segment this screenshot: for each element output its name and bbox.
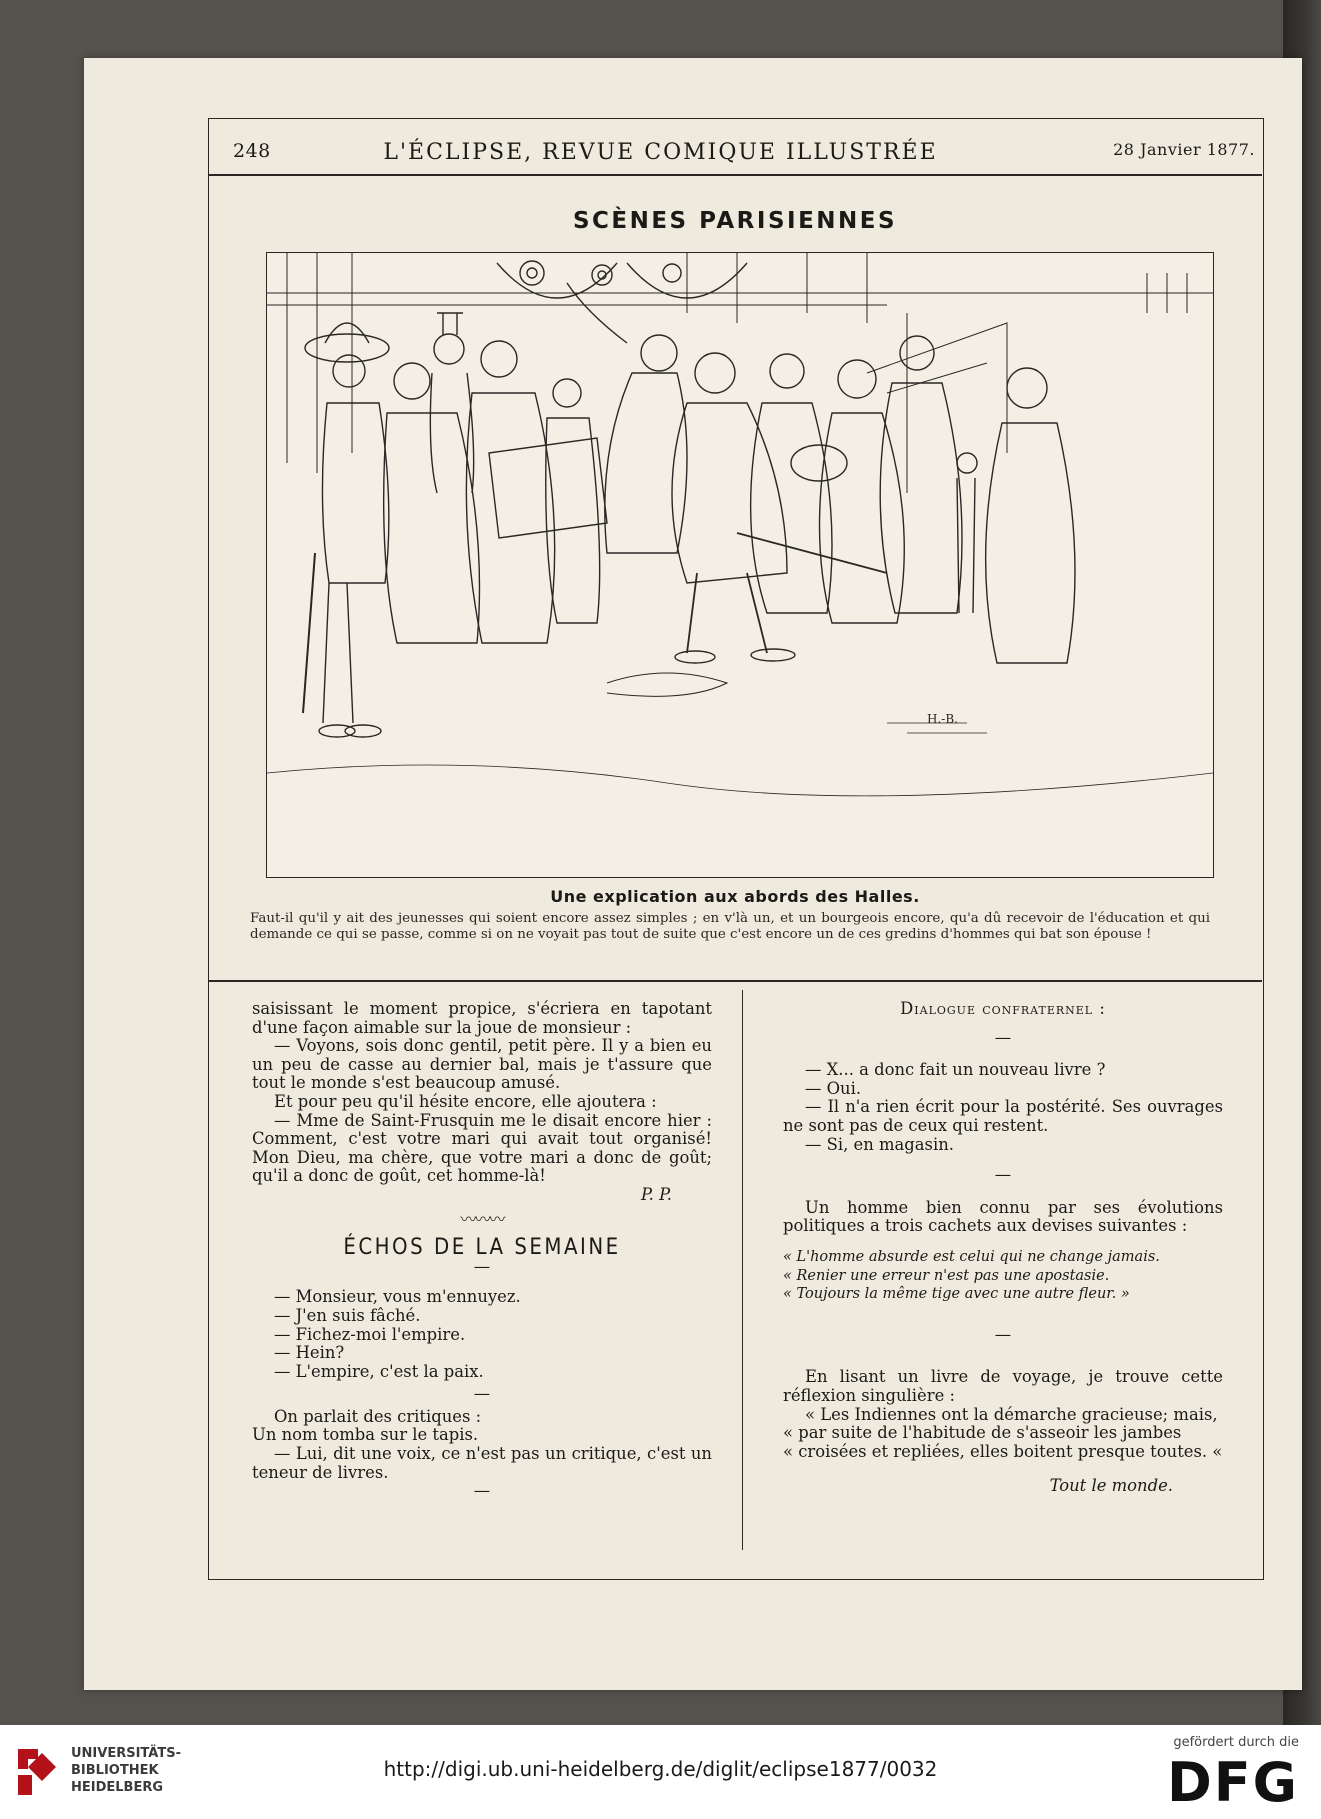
right-column <box>783 1000 1223 1496</box>
footer-bar <box>0 1725 1321 1819</box>
critics-line: — Lui, dit une voix, ce n'est pas un critique, c'est un teneur de livres. <box>252 1444 712 1482</box>
dfg-logo: DFG <box>1166 1751 1299 1814</box>
journal-title: L'ÉCLIPSE, REVUE COMIQUE ILLUSTRÉE <box>383 140 938 165</box>
page-number: 248 <box>233 140 271 162</box>
paragraph: saisissant le moment propice, s'écriera en tapotant d'une façon aimable sur la joue de monsieur : <box>252 999 712 1037</box>
wavy-separator: 〰〰〰 <box>460 1209 504 1229</box>
dialogue-line: — Fichez-moi l'empire. <box>274 1324 466 1344</box>
source-url[interactable]: http://digi.ub.uni-heidelberg.de/diglit/eclipse1877/0032 <box>383 1757 938 1781</box>
header-rule <box>208 174 1262 176</box>
library-name-line: UNIVERSITÄTS- <box>71 1746 181 1761</box>
dash-separator: — <box>473 1481 491 1501</box>
dialogue-line: — Monsieur, vous m'ennuyez. <box>274 1287 521 1307</box>
signature: Tout le monde. <box>1049 1476 1173 1496</box>
dash-separator: — <box>994 1165 1012 1185</box>
motto: « Renier une erreur n'est pas une apostasie. <box>783 1267 1110 1284</box>
critics-line: On parlait des critiques : <box>274 1406 482 1426</box>
market-scene-drawing <box>267 253 1213 877</box>
section-title: SCÈNES PARISIENNES <box>572 208 898 234</box>
critics-line: Un nom tomba sur le tapis. <box>252 1425 479 1445</box>
paragraph: — Voyons, sois donc gentil, petit père. Il y a bien eu un peu de casse au dernier bal, mais je t'assure que tout le monde s'est beaucoup amusé. <box>252 1036 712 1093</box>
quote-line: « par suite de l'habitude de s'asseoir les jambes <box>783 1423 1182 1443</box>
funding-note: gefördert durch die <box>1173 1735 1299 1750</box>
motto: « L'homme absurde est celui qui ne change jamais. <box>783 1248 1160 1265</box>
echos-heading: ÉCHOS DE LA SEMAINE <box>343 1235 621 1261</box>
dialogue-line: — Hein? <box>274 1343 345 1363</box>
dialogue-heading: Dialogue confraternel : <box>900 999 1106 1018</box>
dialogue-line: — Si, en magasin. <box>805 1134 954 1154</box>
dialogue-line: — L'empire, c'est la paix. <box>274 1361 484 1381</box>
dash-separator: — <box>473 1256 491 1276</box>
signature: P. P. <box>640 1184 672 1204</box>
svg-text:H.-B.: H.-B. <box>927 712 958 726</box>
motto: « Toujours la même tige avec une autre fleur. » <box>783 1286 1130 1303</box>
dialogue-line: — Oui. <box>805 1078 862 1098</box>
caption-title: Une explication aux abords des Halles. <box>550 887 920 906</box>
dialogue-line: — X... a donc fait un nouveau livre ? <box>805 1060 1106 1080</box>
dialogue-line: — J'en suis fâché. <box>274 1305 421 1325</box>
dash-separator: — <box>473 1384 491 1404</box>
library-name-line: HEIDELBERG <box>71 1780 164 1795</box>
paragraph: Un homme bien connu par ses évolutions politiques a trois cachets aux devises suivantes : <box>783 1197 1223 1236</box>
library-name-line: BIBLIOTHEK <box>71 1763 159 1778</box>
paragraph: — Mme de Saint-Frusquin me le disait encore hier : Comment, c'est votre mari qui avait tout organisé! Mon Dieu, ma chère, que votre mari a donc de goût; qu'il a donc de goût, cet homme-là! <box>252 1110 712 1186</box>
column-divider <box>742 990 743 1550</box>
issue-date: 28 Janvier 1877. <box>1113 140 1255 159</box>
left-column <box>252 1000 712 1501</box>
dash-separator: — <box>994 1027 1012 1047</box>
engraving-illustration <box>266 252 1214 878</box>
dialogue-line: — Il n'a rien écrit pour la postérité. Ses ouvrages ne sont pas de ceux qui restent. <box>783 1097 1223 1135</box>
dash-separator: — <box>994 1324 1012 1344</box>
caption-text: Faut-il qu'il y ait des jeunesses qui soient encore assez simples ; en v'là un, et un bourgeois encore, qu'a dû recevoir de l'éducation et qui demande ce qui se passe, comme si on ne voyait pas tout de suite que c'est encore un de ces gredins d'hommes qui bat son épouse ! <box>250 911 1210 942</box>
quote-line: « Les Indiennes ont la démarche gracieuse; mais, <box>805 1404 1218 1424</box>
paragraph: Et pour peu qu'il hésite encore, elle ajoutera : <box>274 1091 657 1111</box>
paragraph: En lisant un livre de voyage, je trouve cette réflexion singulière : <box>783 1367 1223 1405</box>
section-rule <box>208 980 1262 982</box>
quote-line: « croisées et repliées, elles boitent presque toutes. « <box>783 1441 1223 1461</box>
